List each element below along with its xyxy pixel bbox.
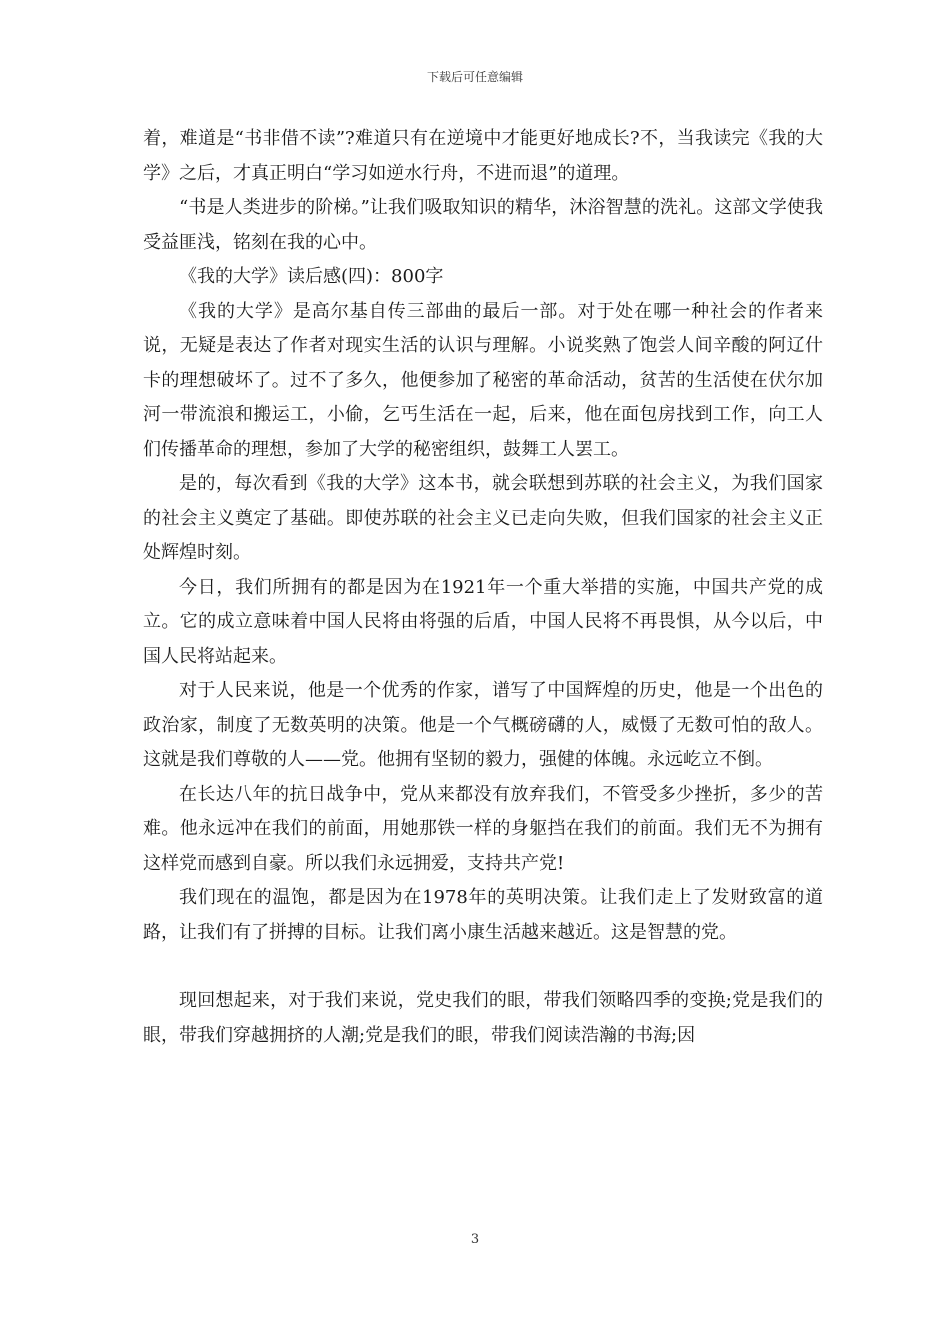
paragraph: 《我的大学》是高尔基自传三部曲的最后一部。对于处在哪一种社会的作者来说，无疑是表达了作者对现实生活的认识与理解。小说奖熟了饱尝人间辛酸的阿辽什卡的理想破坏了。过不了多久，他便参加了秘密的革命活动，贫苦的生活使在伏尔加河一带流浪和搬运工，小偷，乞丐生活在一起，后来，他在面包房找到工作，向工人们传播革命的理想，参加了大学的秘密组织，鼓舞工人罢工。	[143, 300, 823, 460]
paragraph: 在长达八年的抗日战争中，党从来都没有放弃我们，不管受多少挫折，多少的苦难。他永远冲在我们的前面，用她那铁一样的身躯挡在我们的前面。我们无不为拥有这样党而感到自豪。所以我们永远拥爱，支持共产党!	[143, 783, 823, 874]
paragraph: “书是人类进步的阶梯。”让我们吸取知识的精华，沐浴智慧的洗礼。这部文学使我受益匪浅，铭刻在我的心中。	[143, 197, 823, 253]
page-number: 3	[470, 1232, 480, 1247]
document-body	[143, 122, 823, 1053]
paragraph: 我们现在的温饱，都是因为在1978年的英明决策。让我们走上了发财致富的道路，让我们有了拼搏的目标。让我们离小康生活越来越近。这是智慧的党。	[143, 887, 823, 943]
section-heading: 《我的大学》读后感(四)：800字	[179, 266, 444, 287]
paragraph: 着，难道是“书非借不读”?难道只有在逆境中才能更好地成长?不，当我读完《我的大学》之后，才真正明白“学习如逆水行舟，不进而退”的道理。	[143, 128, 823, 184]
paragraph: 现回想起来，对于我们来说，党史我们的眼，带我们领略四季的变换;党是我们的眼，带我们穿越拥挤的人潮;党是我们的眼，带我们阅读浩瀚的书海;因	[143, 990, 823, 1046]
paragraph: 是的，每次看到《我的大学》这本书，就会联想到苏联的社会主义，为我们国家的社会主义奠定了基础。即使苏联的社会主义已走向失败，但我们国家的社会主义正处辉煌时刻。	[143, 473, 823, 563]
page-header: 下载后可任意编辑	[426, 70, 523, 84]
paragraph: 对于人民来说，他是一个优秀的作家，谱写了中国辉煌的历史，他是一个出色的政治家，制度了无数英明的决策。他是一个气概磅礴的人，威慑了无数可怕的敌人。这就是我们尊敬的人——党。他拥有坚韧的毅力，强健的体魄。永远屹立不倒。	[143, 680, 823, 770]
paragraph: 今日，我们所拥有的都是因为在1921年一个重大举措的实施，中国共产党的成立。它的成立意味着中国人民将由将强的后盾，中国人民将不再畏惧，从今以后，中国人民将站起来。	[143, 576, 823, 667]
